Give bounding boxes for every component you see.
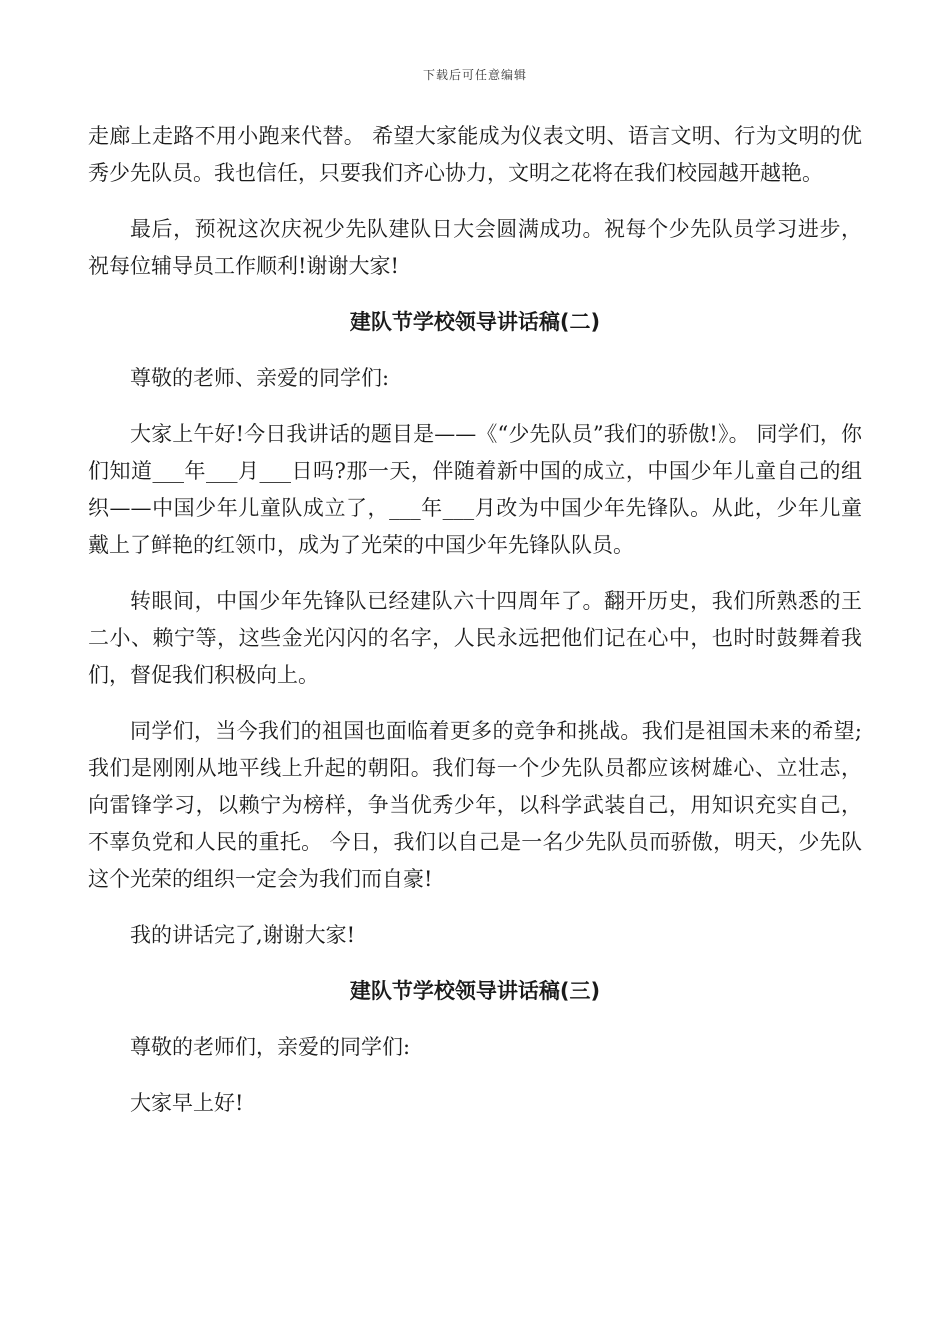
section-heading-2: 建队节学校领导讲话稿(二) bbox=[349, 310, 601, 334]
paragraph-history: 转眼间，中国少年先锋队已经建队六十四周年了。翻开历史，我们所熟悉的王二小、赖宁等，这些金光闪闪的名字，人民永远把他们记在心中，也时时鼓舞着我们，督促我们积极向上。 bbox=[88, 589, 862, 687]
paragraph-closing-wishes: 最后，预祝这次庆祝少先队建队日大会圆满成功。祝每个少先队员学习进步，祝每位辅导员工作顺利!谢谢大家! bbox=[88, 217, 862, 278]
section-heading-3: 建队节学校领导讲话稿(三) bbox=[349, 979, 601, 1003]
paragraph-closing-2: 我的讲话完了,谢谢大家! bbox=[130, 923, 356, 947]
paragraph-greeting-3: 大家早上好! bbox=[130, 1091, 244, 1115]
paragraph-salutation-2: 尊敬的老师、亲爱的同学们: bbox=[130, 366, 390, 390]
paragraph-continuation: 走廊上走路不用小跑来代替。 希望大家能成为仪表文明、语言文明、行为文明的优秀少先队员。我也信任，只要我们齐心协力，文明之花将在我们校园越开越艳。 bbox=[88, 124, 862, 185]
document-body bbox=[88, 118, 862, 1141]
page-header: 下载后可任意编辑 bbox=[422, 68, 527, 82]
paragraph-opening-2: 大家上午好!今日我讲话的题目是——《“少先队员”我们的骄傲!》。 同学们，你们知道___年___月___日吗?那一天，伴随着新中国的成立，中国少年儿童自己的组织——中国少年儿童队成立了，___年___月改为中国少年先锋队。从此，少年儿童戴上了鲜艳的红领巾，成为了光荣的中国少年先锋队队员。 bbox=[88, 422, 862, 557]
paragraph-salutation-3: 尊敬的老师们，亲爱的同学们: bbox=[130, 1035, 411, 1059]
paragraph-challenges: 同学们，当今我们的祖国也面临着更多的竞争和挑战。我们是祖国未来的希望;我们是刚刚从地平线上升起的朝阳。我们每一个少先队员都应该树雄心、立壮志，向雷锋学习，以赖宁为榜样，争当优秀少年，以科学武装自己，用知识充实自己，不辜负党和人民的重托。 今日，我们以自己是一名少先队员而骄傲，明天，少先队这个光荣的组织一定会为我们而自豪! bbox=[88, 719, 862, 891]
